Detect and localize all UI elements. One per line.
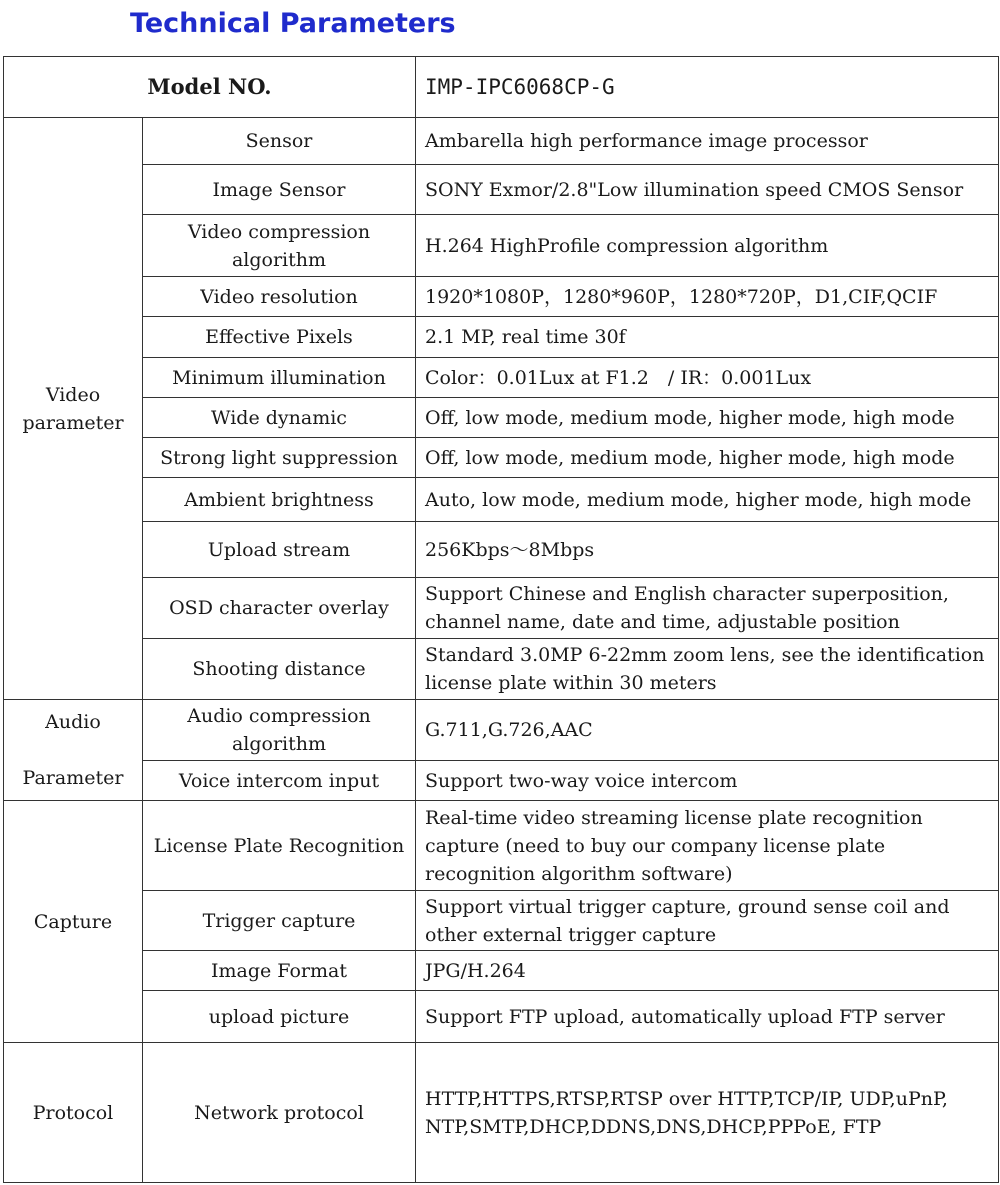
param-label: Video resolution xyxy=(143,277,416,317)
category-audio-line1: Audio xyxy=(45,711,101,733)
param-value: Support Chinese and English character superposition, channel name, date and time, adjustable position xyxy=(416,578,999,639)
param-label: Voice intercom input xyxy=(143,761,416,801)
table-row xyxy=(4,358,999,398)
param-value: SONY Exmor/2.8"Low illumination speed CMOS Sensor xyxy=(416,165,999,215)
param-value: Standard 3.0MP 6-22mm zoom lens, see the identification license plate within 30 meters xyxy=(416,639,999,700)
param-value: 1920*1080P，1280*960P，1280*720P，D1,CIF,QCIF xyxy=(416,277,999,317)
param-value: HTTP,HTTPS,RTSP,RTSP over HTTP,TCP/IP, UDP,uPnP, NTP,SMTP,DHCP,DDNS,DNS,DHCP,PPPoE, FTP xyxy=(416,1043,999,1183)
table-row xyxy=(4,165,999,215)
table-row xyxy=(4,578,999,639)
category-audio xyxy=(4,700,143,801)
table-row xyxy=(4,1043,999,1183)
table-row xyxy=(4,215,999,277)
param-value: H.264 HighProfile compression algorithm xyxy=(416,215,999,277)
param-value: Support virtual trigger capture, ground sense coil and other external trigger capture xyxy=(416,891,999,951)
param-label: Image Sensor xyxy=(143,165,416,215)
model-label: Model NO. xyxy=(4,57,416,118)
category-audio-line2: Parameter xyxy=(22,767,124,789)
param-label: License Plate Recognition xyxy=(143,801,416,891)
table-row xyxy=(4,801,999,891)
table-row xyxy=(4,951,999,991)
param-label: Strong light suppression xyxy=(143,438,416,478)
param-label: Video compression algorithm xyxy=(143,215,416,277)
table-row xyxy=(4,438,999,478)
table-row xyxy=(4,639,999,700)
model-value: IMP-IPC6068CP-G xyxy=(416,57,999,118)
param-label: Network protocol xyxy=(143,1043,416,1183)
param-label: Sensor xyxy=(143,118,416,165)
param-label: Ambient brightness xyxy=(143,478,416,522)
param-label: Trigger capture xyxy=(143,891,416,951)
page-title: Technical Parameters xyxy=(130,8,456,39)
spec-table xyxy=(3,56,999,1183)
param-label: upload picture xyxy=(143,991,416,1043)
table-row xyxy=(4,118,999,165)
param-value: Support two-way voice intercom xyxy=(416,761,999,801)
param-value: Support FTP upload, automatically upload FTP server xyxy=(416,991,999,1043)
table-row xyxy=(4,761,999,801)
table-row xyxy=(4,700,999,761)
param-label: Audio compression algorithm xyxy=(143,700,416,761)
param-label: Image Format xyxy=(143,951,416,991)
param-value: Real-time video streaming license plate recognition capture (need to buy our company license plate recognition algorithm software) xyxy=(416,801,999,891)
param-label: Minimum illumination xyxy=(143,358,416,398)
param-value: JPG/H.264 xyxy=(416,951,999,991)
param-value: 256Kbps～8Mbps xyxy=(416,522,999,578)
table-row xyxy=(4,398,999,438)
param-label: Wide dynamic xyxy=(143,398,416,438)
param-label: Effective Pixels xyxy=(143,317,416,358)
param-label: Upload stream xyxy=(143,522,416,578)
param-value: Color：0.01Lux at F1.2 / IR：0.001Lux xyxy=(416,358,999,398)
table-row xyxy=(4,522,999,578)
table-row xyxy=(4,317,999,358)
param-value: Auto, low mode, medium mode, higher mode, high mode xyxy=(416,478,999,522)
param-label: OSD character overlay xyxy=(143,578,416,639)
param-value: Off, low mode, medium mode, higher mode, high mode xyxy=(416,398,999,438)
category-protocol: Protocol xyxy=(4,1043,143,1183)
param-value: 2.1 MP, real time 30f xyxy=(416,317,999,358)
param-value: Ambarella high performance image processor xyxy=(416,118,999,165)
table-row xyxy=(4,991,999,1043)
category-video: Video parameter xyxy=(4,118,143,700)
param-value: G.711,G.726,AAC xyxy=(416,700,999,761)
table-row xyxy=(4,478,999,522)
param-value: Off, low mode, medium mode, higher mode, high mode xyxy=(416,438,999,478)
param-label: Shooting distance xyxy=(143,639,416,700)
table-row-model xyxy=(4,57,999,118)
table-row xyxy=(4,891,999,951)
table-row xyxy=(4,277,999,317)
category-capture: Capture xyxy=(4,801,143,1043)
